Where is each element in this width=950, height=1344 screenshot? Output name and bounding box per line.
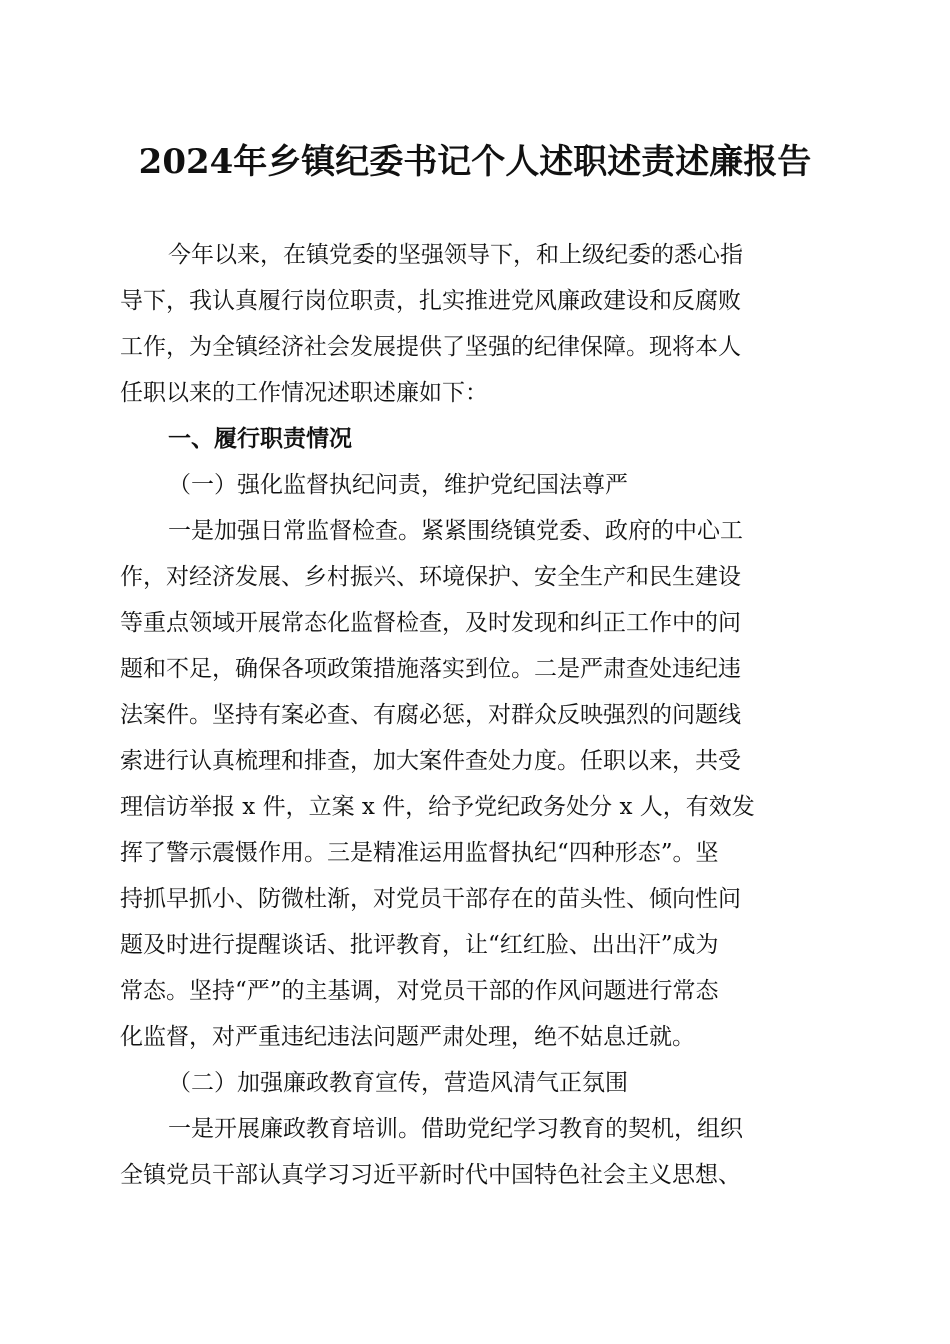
paragraph-line: 一是开展廉政教育培训。借助党纪学习教育的契机，组织 xyxy=(168,1116,743,1142)
paragraph-line: 法案件。坚持有案必查、有腐必惩，对群众反映强烈的问题线 xyxy=(120,702,741,728)
paragraph-line: 等重点领域开展常态化监督检查，及时发现和纠正工作中的问 xyxy=(120,610,741,636)
subsection-heading: （一）强化监督执纪问责，维护党纪国法尊严 xyxy=(168,472,628,498)
paragraph-line: 题和不足，确保各项政策措施落实到位。二是严肃查处违纪违 xyxy=(120,656,741,682)
paragraph-line: 持抓早抓小、防微杜渐，对党员干部存在的苗头性、倾向性问 xyxy=(120,886,741,912)
paragraph-line: 一是加强日常监督检查。紧紧围绕镇党委、政府的中心工 xyxy=(168,518,743,544)
paragraph-line: 作，对经济发展、乡村振兴、环境保护、安全生产和民生建设 xyxy=(120,564,741,590)
paragraph-line: 全镇党员干部认真学习习近平新时代中国特色社会主义思想、 xyxy=(120,1162,741,1188)
paragraph-line: 今年以来，在镇党委的坚强领导下，和上级纪委的悉心指 xyxy=(168,242,743,268)
paragraph-line: 挥了警示震慑作用。三是精准运用监督执纪“四种形态”。坚 xyxy=(120,840,719,866)
paragraph-line: 任职以来的工作情况述职述廉如下： xyxy=(120,380,488,406)
section-heading: 一、履行职责情况 xyxy=(168,425,352,452)
document-body xyxy=(120,232,830,1198)
document-title: 2024年乡镇纪委书记个人述职述责述廉报告 xyxy=(138,142,812,182)
paragraph-line: 化监督，对严重违纪违法问题严肃处理，绝不姑息迁就。 xyxy=(120,1024,695,1050)
paragraph-line: 常态。坚持“严”的主基调，对党员干部的作风问题进行常态 xyxy=(120,978,719,1004)
paragraph-line: 工作，为全镇经济社会发展提供了坚强的纪律保障。现将本人 xyxy=(120,334,741,360)
paragraph-line: 导下，我认真履行岗位职责，扎实推进党风廉政建设和反腐败 xyxy=(120,288,741,314)
paragraph-line: 索进行认真梳理和排查，加大案件查处力度。任职以来，共受 xyxy=(120,748,741,774)
subsection-heading: （二）加强廉政教育宣传，营造风清气正氛围 xyxy=(168,1070,628,1096)
paragraph-line: 题及时进行提醒谈话、批评教育，让“红红脸、出出汗”成为 xyxy=(120,932,719,958)
paragraph-line: 理信访举报 x 件，立案 x 件，给予党纪政务处分 x 人，有效发 xyxy=(120,794,755,820)
